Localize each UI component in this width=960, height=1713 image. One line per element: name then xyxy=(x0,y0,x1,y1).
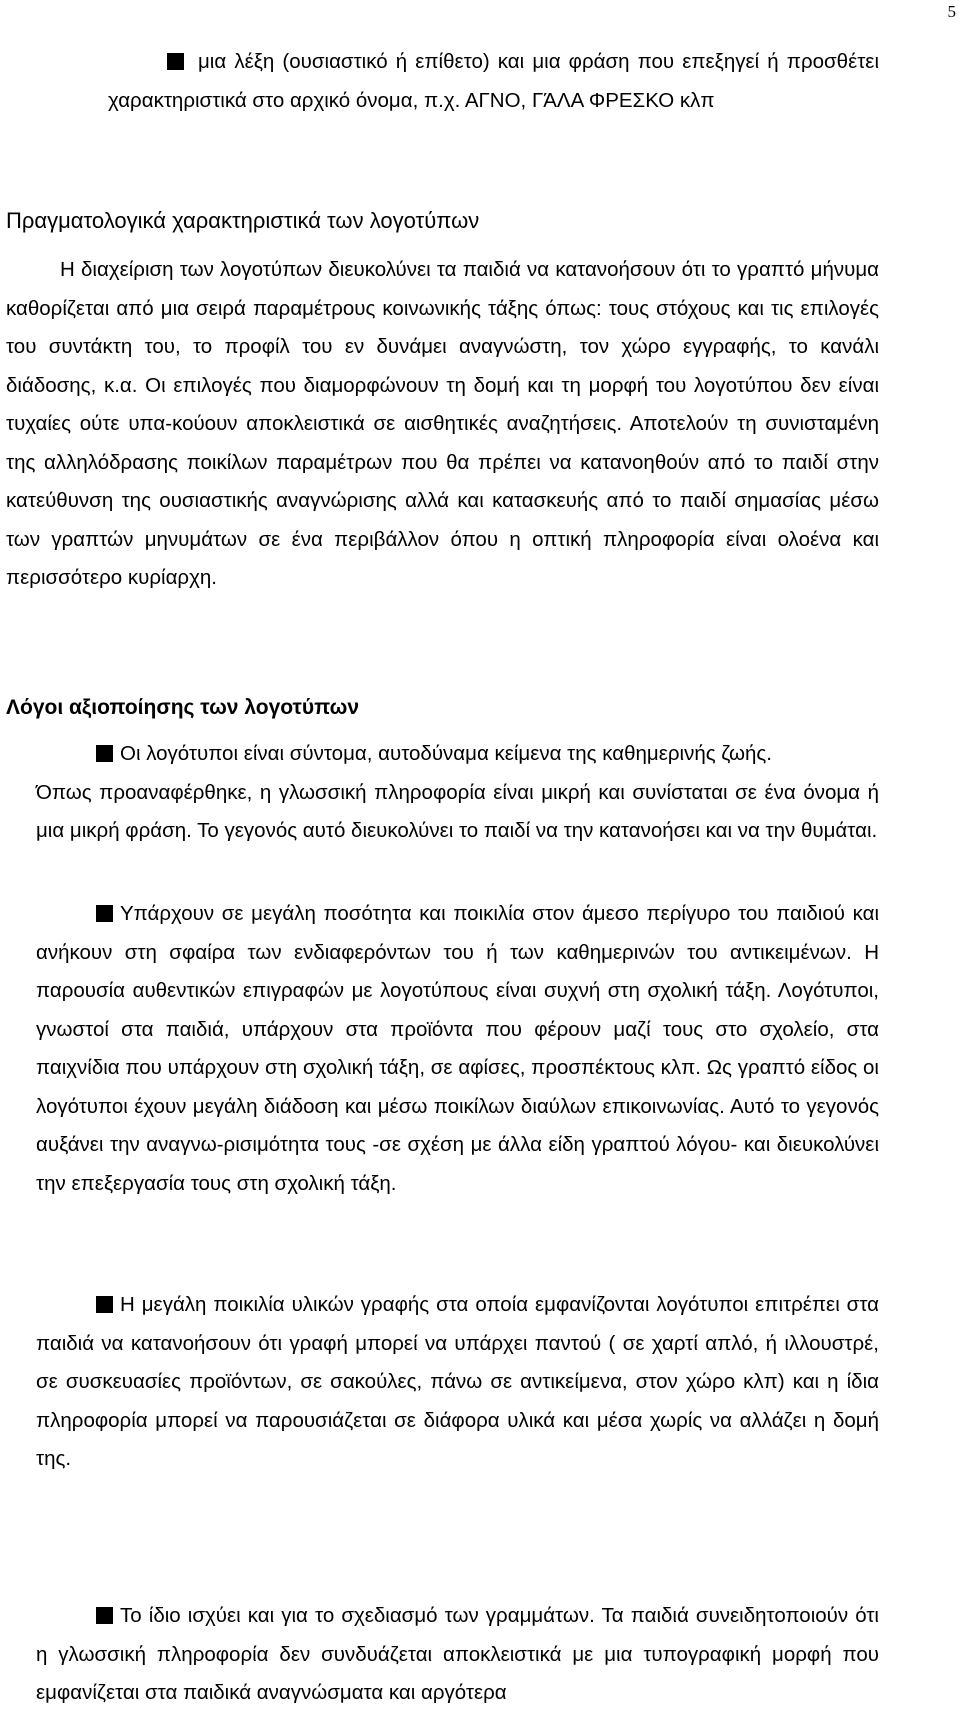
reason-bullet-1-body: Όπως προαναφέρθηκε, η γλωσσική πληροφορία είναι μικρή και συνίσταται σε ένα όνομα ή μια μικρή φράση. Το γεγονός αυτό διευκολύνει το παιδί να την κατανοήσει και να την θυμάται. xyxy=(36,780,879,842)
bullet-square-icon xyxy=(96,1296,113,1313)
reason-bullet-2-text: Υπάρχουν σε μεγάλη ποσότητα και ποικιλία στον άμεσο περίγυρο του παιδιού και ανήκουν στη σφαίρα των ενδιαφερόντων του ή των καθημερινών του αντικειμένων. Η παρουσία αυθεντικών επιγραφών με λογοτύπους είναι συχνή στη σχολική τάξη. Λογότυποι, γνωστοί στα παιδιά, υπάρχουν στα προϊόντα που φέρουν μαζί τους στο σχολείο, στα παιχνίδια που υπάρχουν στη σχολική τάξη, σε αφίσες, προσπέκτους κλπ. Ως γραπτό είδος οι λογότυποι έχουν μεγάλη διάδοση και μέσω ποικίλων διαύλων επικοινωνίας. Αυτό το γεγονός αυξάνει την αναγνω-ρισιμότητα τους -σε σχέση με άλλα είδη γραπτού λόγου- και διευκολύνει την επεξεργασία τους στη σχολική τάξη. xyxy=(36,902,879,1195)
paragraph-text: Η διαχείριση των λογοτύπων διευκολύνει τα παιδιά να κατανοήσουν ότι το γραπτό μήνυμα καθορίζεται από μια σειρά παραμέτρους κοινωνικής τάξης όπως: τους στόχους και τις επιλογές του συντάκτη του, το προφίλ του εν δυνάμει αναγνώστη, τον χώρο εγγραφής, το κανάλι διάδοσης, κ.α. Οι επιλογές που διαμορφώνουν τη δομή και τη μορφή του λογοτύπου δεν είναι τυχαίες ούτε υπα-κούουν αποκλειστικά σε αισθητικές αναζητήσεις. Αποτελούν τη συνισταμένη της αλληλόδρασης ποικίλων παραμέτρων που θα πρέπει να κατανοηθούν από το παιδί στην κατεύθυνση της ουσιαστικής αναγνώρισης αλλά και κατασκευής από το παιδί σημασίας μέσω των γραπτών μηνυμάτων σε ένα περιβάλλον όπου η οπτική πληροφορία είναι ολοένα και περισσότερο κυρίαρχη. xyxy=(6,258,879,589)
intro-bullet-text: μια λέξη (ουσιαστικό ή επίθετο) και μια φράση που επεξηγεί ή προσθέτει χαρακτηριστικά στο αρχικό όνομα, π.χ. ΑΓΝΟ, ΓΆΛΑ ΦΡΕΣΚΟ κλπ xyxy=(108,50,879,112)
section-heading-pragmatic: Πραγματολογικά χαρακτηριστικά των λογοτύπων xyxy=(6,208,480,233)
reason-bullet-3 xyxy=(36,1286,879,1479)
page-number: 5 xyxy=(947,2,956,21)
reason-bullet-4-text: Το ίδιο ισχύει και για το σχεδιασμό των γραμμάτων. Τα παιδιά συνειδητοποιούν ότι η γλωσσική πληροφορία δεν συνδυάζεται αποκλειστικά με μια τυπογραφική μορφή που εμφανίζεται στα παιδικά αναγνώσματα και αργότερα xyxy=(36,1604,879,1704)
bullet-square-icon xyxy=(167,53,184,70)
section-heading-reasons: Λόγοι αξιοποίησης των λογοτύπων xyxy=(6,696,360,719)
reason-bullet-1 xyxy=(36,735,879,851)
reason-bullet-4 xyxy=(36,1597,879,1713)
reason-bullet-2 xyxy=(36,895,879,1203)
intro-bullet xyxy=(108,43,879,120)
bullet-square-icon xyxy=(96,745,113,762)
bullet-square-icon xyxy=(96,905,113,922)
reason-bullet-1-lead: Οι λογότυποι είναι σύντομα, αυτοδύναμα κείμενα της καθημερινής ζωής. xyxy=(120,742,772,765)
bullet-square-icon xyxy=(96,1607,113,1624)
reason-bullet-3-text: Η μεγάλη ποικιλία υλικών γραφής στα οποία εμφανίζονται λογότυποι επιτρέπει στα παιδιά να κατανοήσουν ότι γραφή μπορεί να υπάρχει παντού ( σε χαρτί απλό, ή ιλλουστρέ, σε συσκευασίες προϊόντων, σε σακούλες, πάνω σε αντικείμενα, στον χώρο κλπ) και η ίδια πληροφορία μπορεί να παρουσιάζεται σε διάφορα υλικά και μέσα χωρίς να αλλάζει η δομή της. xyxy=(36,1293,879,1470)
section-paragraph-pragmatic xyxy=(6,251,879,598)
